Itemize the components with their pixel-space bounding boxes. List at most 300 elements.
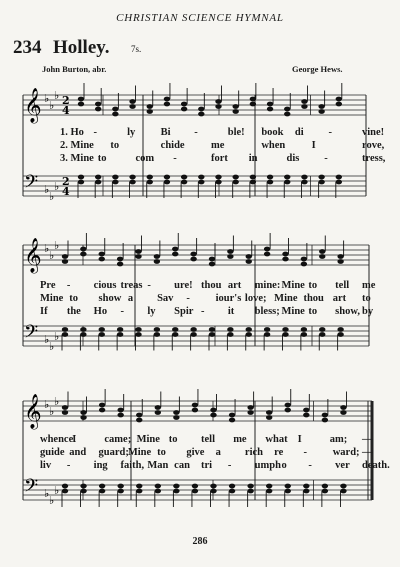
- lyric-syllable: to: [362, 293, 371, 304]
- note-head: [284, 107, 290, 112]
- note-head: [301, 257, 307, 262]
- lyric-line: [0, 153, 400, 165]
- lyric-line: [0, 280, 400, 292]
- lyric-line: [0, 460, 400, 472]
- note-head: [136, 484, 142, 489]
- lyric-syllable: give: [186, 447, 205, 458]
- lyric-line: [0, 140, 400, 152]
- note-head: [215, 175, 221, 180]
- lyric-syllable: me: [362, 280, 376, 291]
- note-head: [340, 489, 346, 494]
- note-head: [198, 112, 204, 117]
- lyric-syllable: guard;: [98, 447, 129, 458]
- lyric-syllable: -: [173, 153, 177, 164]
- note-head: [319, 254, 325, 259]
- note-head: [322, 418, 328, 423]
- tune-name: Holley.: [53, 37, 110, 58]
- lyric-syllable: treas: [120, 280, 143, 291]
- lyric-syllable: Pre: [40, 280, 56, 291]
- lyric-syllable: am;: [329, 434, 348, 445]
- note-head: [209, 332, 215, 337]
- note-head: [284, 175, 290, 180]
- lyric-syllable: and: [69, 447, 87, 458]
- note-head: [285, 408, 291, 413]
- note-head: [284, 112, 290, 117]
- note-head: [301, 327, 307, 332]
- note-head: [247, 489, 253, 494]
- note-head: [112, 175, 118, 180]
- note-head: [337, 332, 343, 337]
- flat-sign: ♭: [54, 484, 60, 497]
- lyric-syllable: cious: [93, 280, 117, 291]
- lyric-syllable: Mine: [40, 293, 64, 304]
- lyrics-system-1: [0, 127, 400, 164]
- lyric-syllable: show: [98, 293, 122, 304]
- note-head: [232, 175, 238, 180]
- flat-sign: ♭: [54, 239, 60, 252]
- time-signature: 2: [62, 94, 70, 107]
- lyric-syllable: ble!: [227, 127, 245, 138]
- lyric-syllable: bless;: [254, 306, 280, 317]
- note-head: [246, 327, 252, 332]
- bass-clef: 𝄢: [24, 476, 39, 501]
- note-head: [266, 489, 272, 494]
- lyric-syllable: -: [324, 153, 328, 164]
- note-head: [99, 489, 105, 494]
- note-head: [232, 109, 238, 114]
- flat-sign: ♭: [54, 89, 60, 102]
- lyric-syllable: Bi: [160, 127, 171, 138]
- lyric-syllable: —: [362, 434, 373, 445]
- note-head: [155, 489, 161, 494]
- note-head: [62, 332, 68, 337]
- lyric-syllable: me: [233, 434, 247, 445]
- note-head: [340, 484, 346, 489]
- note-head: [62, 327, 68, 332]
- lyric-syllable: tress,: [362, 153, 386, 164]
- note-head: [301, 262, 307, 267]
- lyric-syllable: guide: [40, 447, 65, 458]
- time-signature: 4: [62, 104, 70, 117]
- lyric-syllable: Mine: [281, 280, 305, 291]
- note-head: [336, 175, 342, 180]
- note-head: [135, 249, 141, 254]
- note-head: [319, 249, 325, 254]
- note-head: [246, 259, 252, 264]
- lyric-syllable: -: [303, 447, 307, 458]
- note-head: [129, 175, 135, 180]
- note-head: [282, 332, 288, 337]
- note-head: [301, 104, 307, 109]
- note-head: [164, 102, 170, 107]
- treble-clef: 𝄞: [24, 394, 42, 429]
- note-head: [181, 175, 187, 180]
- lyric-syllable: re: [274, 447, 284, 458]
- flat-sign: ♭: [54, 330, 60, 343]
- note-head: [340, 410, 346, 415]
- note-head: [99, 252, 105, 257]
- note-head: [229, 484, 235, 489]
- lyric-syllable: faith,: [120, 460, 145, 471]
- flat-sign: ♭: [49, 99, 55, 112]
- lyric-syllable: came;: [104, 434, 132, 445]
- note-head: [147, 180, 153, 185]
- note-head: [337, 259, 343, 264]
- note-head: [80, 489, 86, 494]
- note-head: [303, 484, 309, 489]
- flat-sign: ♭: [44, 92, 50, 105]
- lyric-syllable: 1. Ho: [60, 127, 84, 138]
- lyric-syllable: show,: [335, 306, 360, 317]
- note-head: [154, 259, 160, 264]
- lyric-syllable: a: [127, 293, 134, 304]
- note-head: [190, 332, 196, 337]
- note-head: [267, 180, 273, 185]
- note-head: [117, 332, 123, 337]
- lyric-syllable: iour's: [215, 293, 242, 304]
- note-head: [210, 489, 216, 494]
- flat-sign: ♭: [49, 190, 55, 203]
- note-head: [198, 107, 204, 112]
- lyric-syllable: me: [211, 140, 225, 151]
- note-head: [78, 97, 84, 102]
- lyric-syllable: tell: [335, 280, 350, 291]
- note-head: [192, 484, 198, 489]
- lyric-syllable: com: [135, 153, 155, 164]
- note-head: [99, 403, 105, 408]
- lyric-syllable: by: [362, 306, 374, 317]
- note-head: [99, 484, 105, 489]
- note-head: [336, 97, 342, 102]
- note-head: [147, 109, 153, 114]
- lyric-syllable: what: [265, 434, 288, 445]
- note-head: [117, 413, 123, 418]
- lyric-line: [0, 434, 400, 446]
- note-head: [117, 257, 123, 262]
- note-head: [95, 102, 101, 107]
- lyric-syllable: ver: [335, 460, 350, 471]
- note-head: [95, 180, 101, 185]
- lyric-syllable: to: [168, 434, 178, 445]
- lyric-syllable: whence: [40, 434, 74, 445]
- note-head: [284, 180, 290, 185]
- lyric-syllable: art: [332, 293, 347, 304]
- note-head: [303, 413, 309, 418]
- lyric-syllable: Sav: [157, 293, 174, 304]
- note-head: [147, 104, 153, 109]
- lyric-syllable: tell: [201, 434, 215, 445]
- note-head: [229, 418, 235, 423]
- note-head: [301, 332, 307, 337]
- note-head: [112, 107, 118, 112]
- note-head: [136, 418, 142, 423]
- note-head: [285, 484, 291, 489]
- note-head: [232, 104, 238, 109]
- note-head: [154, 254, 160, 259]
- flat-sign: ♭: [44, 487, 50, 500]
- lyric-syllable: Spir: [174, 306, 194, 317]
- lyric-syllable: Mine: [127, 447, 152, 458]
- note-head: [136, 413, 142, 418]
- note-head: [318, 180, 324, 185]
- lyric-syllable: art: [227, 280, 242, 291]
- lyric-syllable: If: [40, 306, 48, 317]
- flat-sign: ♭: [49, 405, 55, 418]
- note-head: [267, 175, 273, 180]
- note-head: [80, 415, 86, 420]
- note-head: [62, 254, 68, 259]
- lyric-syllable: to: [110, 140, 120, 151]
- note-head: [78, 102, 84, 107]
- note-head: [135, 327, 141, 332]
- note-head: [250, 180, 256, 185]
- note-head: [322, 489, 328, 494]
- lyrics-system-3: [0, 434, 400, 471]
- lyric-syllable: rich: [244, 447, 263, 458]
- note-head: [215, 99, 221, 104]
- note-head: [303, 408, 309, 413]
- lyric-syllable: the: [66, 306, 81, 317]
- note-head: [155, 484, 161, 489]
- lyric-syllable: I: [297, 434, 302, 445]
- note-head: [190, 327, 196, 332]
- flat-sign: ♭: [44, 333, 50, 346]
- lyric-syllable: 3. Mine: [60, 153, 94, 164]
- flat-sign: ♭: [54, 395, 60, 408]
- note-head: [164, 175, 170, 180]
- note-head: [117, 408, 123, 413]
- lyric-syllable: can: [174, 460, 190, 471]
- note-head: [155, 405, 161, 410]
- note-head: [267, 107, 273, 112]
- note-head: [117, 489, 123, 494]
- lyric-syllable: to: [308, 306, 318, 317]
- note-head: [250, 97, 256, 102]
- time-signature: 4: [62, 185, 70, 198]
- note-head: [95, 175, 101, 180]
- lyric-syllable: to: [97, 153, 107, 164]
- composer-credit: George Hews.: [292, 64, 343, 74]
- lyric-syllable: to: [308, 280, 318, 291]
- note-head: [266, 484, 272, 489]
- note-head: [78, 175, 84, 180]
- lyric-syllable: ing: [93, 460, 108, 471]
- note-head: [155, 410, 161, 415]
- note-head: [215, 104, 221, 109]
- flat-sign: ♭: [54, 180, 60, 193]
- note-head: [301, 175, 307, 180]
- lyric-syllable: ly: [147, 306, 156, 317]
- note-head: [337, 254, 343, 259]
- lyric-syllable: Ho: [93, 306, 108, 317]
- note-head: [322, 413, 328, 418]
- lyric-line: [0, 447, 400, 459]
- lyric-syllable: I: [311, 140, 316, 151]
- note-head: [227, 254, 233, 259]
- lyric-syllable: love;: [244, 293, 267, 304]
- note-head: [181, 180, 187, 185]
- note-head: [319, 332, 325, 337]
- note-head: [232, 180, 238, 185]
- note-head: [154, 327, 160, 332]
- note-head: [95, 107, 101, 112]
- flat-sign: ♭: [49, 494, 55, 507]
- note-head: [173, 484, 179, 489]
- note-head: [301, 99, 307, 104]
- note-head: [264, 327, 270, 332]
- lyric-syllable: Mine: [281, 306, 305, 317]
- lyric-syllable: —: [362, 447, 373, 458]
- note-head: [181, 107, 187, 112]
- treble-clef: 𝄞: [24, 238, 42, 273]
- note-head: [62, 410, 68, 415]
- note-head: [62, 259, 68, 264]
- note-head: [80, 410, 86, 415]
- note-head: [250, 102, 256, 107]
- note-head: [173, 415, 179, 420]
- lyric-syllable: Man: [147, 460, 169, 471]
- note-head: [192, 408, 198, 413]
- lyric-syllable: 2. Mine: [60, 140, 94, 151]
- note-head: [340, 405, 346, 410]
- note-head: [117, 484, 123, 489]
- page-number: 286: [192, 536, 208, 547]
- note-head: [282, 252, 288, 257]
- note-head: [209, 257, 215, 262]
- note-head: [173, 410, 179, 415]
- flat-sign: ♭: [49, 249, 55, 262]
- lyric-line: [0, 306, 400, 318]
- note-head: [336, 180, 342, 185]
- lyric-syllable: death.: [362, 460, 390, 471]
- note-head: [99, 408, 105, 413]
- lyric-syllable: -: [93, 127, 98, 138]
- note-head: [209, 262, 215, 267]
- note-head: [227, 249, 233, 254]
- note-head: [62, 484, 68, 489]
- note-head: [267, 102, 273, 107]
- lyric-syllable: thou: [303, 293, 324, 304]
- note-head: [192, 403, 198, 408]
- note-head: [266, 410, 272, 415]
- lyric-syllable: -: [194, 127, 198, 138]
- note-head: [99, 332, 105, 337]
- note-head: [117, 327, 123, 332]
- lyric-syllable: -: [227, 460, 232, 471]
- note-head: [250, 175, 256, 180]
- lyric-syllable: Mine: [274, 293, 298, 304]
- note-head: [246, 254, 252, 259]
- note-head: [129, 180, 135, 185]
- lyric-syllable: rove,: [362, 140, 385, 151]
- note-head: [210, 413, 216, 418]
- bass-clef: 𝄢: [24, 322, 39, 347]
- running-title: CHRISTIAN SCIENCE HYMNAL: [116, 12, 284, 24]
- lyric-syllable: Mine: [136, 434, 160, 445]
- note-head: [129, 104, 135, 109]
- lyric-syllable: -: [308, 460, 312, 471]
- note-head: [172, 247, 178, 252]
- note-head: [285, 489, 291, 494]
- note-head: [62, 405, 68, 410]
- note-head: [172, 327, 178, 332]
- note-head: [247, 410, 253, 415]
- note-head: [112, 112, 118, 117]
- lyric-syllable: I: [72, 434, 77, 445]
- note-head: [282, 327, 288, 332]
- note-head: [172, 252, 178, 257]
- note-head: [198, 180, 204, 185]
- lyric-syllable: -: [328, 127, 332, 138]
- flat-sign: ♭: [44, 242, 50, 255]
- flat-sign: ♭: [44, 183, 50, 196]
- note-head: [62, 489, 68, 494]
- lyric-syllable: -: [201, 306, 205, 317]
- note-head: [264, 252, 270, 257]
- note-head: [266, 415, 272, 420]
- note-head: [129, 99, 135, 104]
- note-head: [322, 484, 328, 489]
- lyric-syllable: vine!: [362, 127, 385, 138]
- lyric-syllable: tri: [201, 460, 213, 471]
- note-head: [246, 332, 252, 337]
- note-head: [264, 332, 270, 337]
- note-head: [229, 413, 235, 418]
- note-head: [190, 252, 196, 257]
- lyric-syllable: book: [261, 127, 284, 138]
- lyric-syllable: -: [186, 293, 190, 304]
- lyric-syllable: to: [69, 293, 79, 304]
- note-head: [264, 247, 270, 252]
- lyric-syllable: ly: [127, 127, 136, 138]
- note-head: [318, 109, 324, 114]
- note-head: [80, 252, 86, 257]
- note-head: [80, 327, 86, 332]
- lyric-syllable: -: [66, 280, 71, 291]
- note-head: [136, 489, 142, 494]
- note-head: [135, 254, 141, 259]
- note-head: [80, 484, 86, 489]
- note-head: [337, 327, 343, 332]
- lyric-syllable: ure!: [174, 280, 193, 291]
- note-head: [227, 332, 233, 337]
- lyric-syllable: a: [215, 447, 221, 458]
- note-head: [164, 97, 170, 102]
- lyric-syllable: fort: [211, 153, 228, 164]
- note-head: [99, 257, 105, 262]
- note-head: [227, 327, 233, 332]
- note-head: [173, 489, 179, 494]
- meter-label: 7s.: [131, 44, 142, 54]
- note-head: [210, 408, 216, 413]
- lyric-syllable: chide: [160, 140, 185, 151]
- note-head: [78, 180, 84, 185]
- note-head: [336, 102, 342, 107]
- lyric-syllable: -: [120, 306, 124, 317]
- author-credit: John Burton, abr.: [42, 64, 107, 74]
- lyric-syllable: dis: [286, 153, 300, 164]
- note-head: [303, 489, 309, 494]
- lyric-syllable: ward;: [332, 447, 360, 458]
- note-head: [135, 332, 141, 337]
- note-head: [172, 332, 178, 337]
- note-head: [192, 489, 198, 494]
- lyric-syllable: it: [227, 306, 235, 317]
- note-head: [209, 327, 215, 332]
- lyric-syllable: liv: [40, 460, 52, 471]
- lyric-syllable: di: [294, 127, 304, 138]
- note-head: [154, 332, 160, 337]
